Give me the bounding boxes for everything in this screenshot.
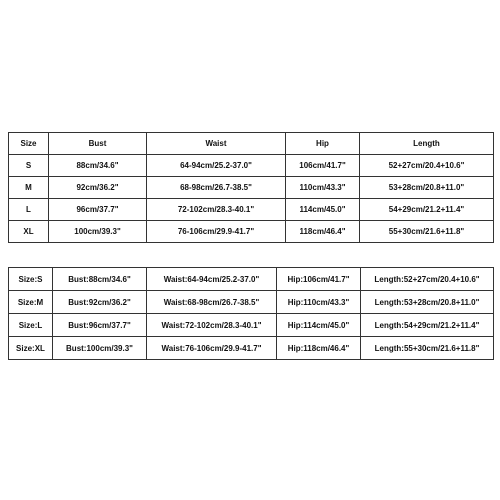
table-row bbox=[9, 199, 494, 221]
table-cell: Length:53+28cm/20.8+11.0" bbox=[361, 291, 494, 314]
table-cell: Hip:118cm/46.4" bbox=[277, 337, 361, 360]
table-cell: 72-102cm/28.3-40.1" bbox=[147, 199, 286, 221]
table-row bbox=[9, 268, 494, 291]
table-cell: Length:54+29cm/21.2+11.4" bbox=[361, 314, 494, 337]
table-cell: Length:52+27cm/20.4+10.6" bbox=[361, 268, 494, 291]
table-cell: L bbox=[9, 199, 49, 221]
table-cell: 64-94cm/25.2-37.0" bbox=[147, 155, 286, 177]
table-cell: Size:S bbox=[9, 268, 53, 291]
table-cell: 88cm/34.6" bbox=[49, 155, 147, 177]
table-row bbox=[9, 337, 494, 360]
table-cell: Size:L bbox=[9, 314, 53, 337]
table-cell: 96cm/37.7" bbox=[49, 199, 147, 221]
table-cell: 92cm/36.2" bbox=[49, 177, 147, 199]
table-row bbox=[9, 155, 494, 177]
table-cell: Bust:96cm/37.7" bbox=[53, 314, 147, 337]
table-cell: 55+30cm/21.6+11.8" bbox=[360, 221, 494, 243]
table-cell: 100cm/39.3" bbox=[49, 221, 147, 243]
size-chart-table bbox=[8, 132, 494, 243]
table-cell: 110cm/43.3" bbox=[286, 177, 360, 199]
table-cell: Waist:64-94cm/25.2-37.0" bbox=[147, 268, 277, 291]
table-cell: Length:55+30cm/21.6+11.8" bbox=[361, 337, 494, 360]
table-cell: Bust:100cm/39.3" bbox=[53, 337, 147, 360]
header-cell: Length bbox=[360, 133, 494, 155]
table-cell: S bbox=[9, 155, 49, 177]
header-cell: Hip bbox=[286, 133, 360, 155]
table-cell: XL bbox=[9, 221, 49, 243]
table-cell: 54+29cm/21.2+11.4" bbox=[360, 199, 494, 221]
table-cell: 76-106cm/29.9-41.7" bbox=[147, 221, 286, 243]
header-cell: Waist bbox=[147, 133, 286, 155]
table-cell: Waist:68-98cm/26.7-38.5" bbox=[147, 291, 277, 314]
table-cell: 53+28cm/20.8+11.0" bbox=[360, 177, 494, 199]
header-cell: Size bbox=[9, 133, 49, 155]
table-cell: 106cm/41.7" bbox=[286, 155, 360, 177]
table-cell: 114cm/45.0" bbox=[286, 199, 360, 221]
size-chart-labeled-table bbox=[8, 267, 494, 360]
table-cell: Size:M bbox=[9, 291, 53, 314]
table-cell: M bbox=[9, 177, 49, 199]
table-cell: Bust:88cm/34.6" bbox=[53, 268, 147, 291]
table-cell: Hip:110cm/43.3" bbox=[277, 291, 361, 314]
table-cell: Hip:114cm/45.0" bbox=[277, 314, 361, 337]
table-cell: Waist:72-102cm/28.3-40.1" bbox=[147, 314, 277, 337]
table-row bbox=[9, 314, 494, 337]
table-cell: Waist:76-106cm/29.9-41.7" bbox=[147, 337, 277, 360]
table-row bbox=[9, 221, 494, 243]
table-cell: Hip:106cm/41.7" bbox=[277, 268, 361, 291]
table-cell: 68-98cm/26.7-38.5" bbox=[147, 177, 286, 199]
table-cell: 118cm/46.4" bbox=[286, 221, 360, 243]
table-row bbox=[9, 291, 494, 314]
header-cell: Bust bbox=[49, 133, 147, 155]
table-row bbox=[9, 177, 494, 199]
table-header-row bbox=[9, 133, 494, 155]
table-cell: 52+27cm/20.4+10.6" bbox=[360, 155, 494, 177]
table-cell: Bust:92cm/36.2" bbox=[53, 291, 147, 314]
table-cell: Size:XL bbox=[9, 337, 53, 360]
